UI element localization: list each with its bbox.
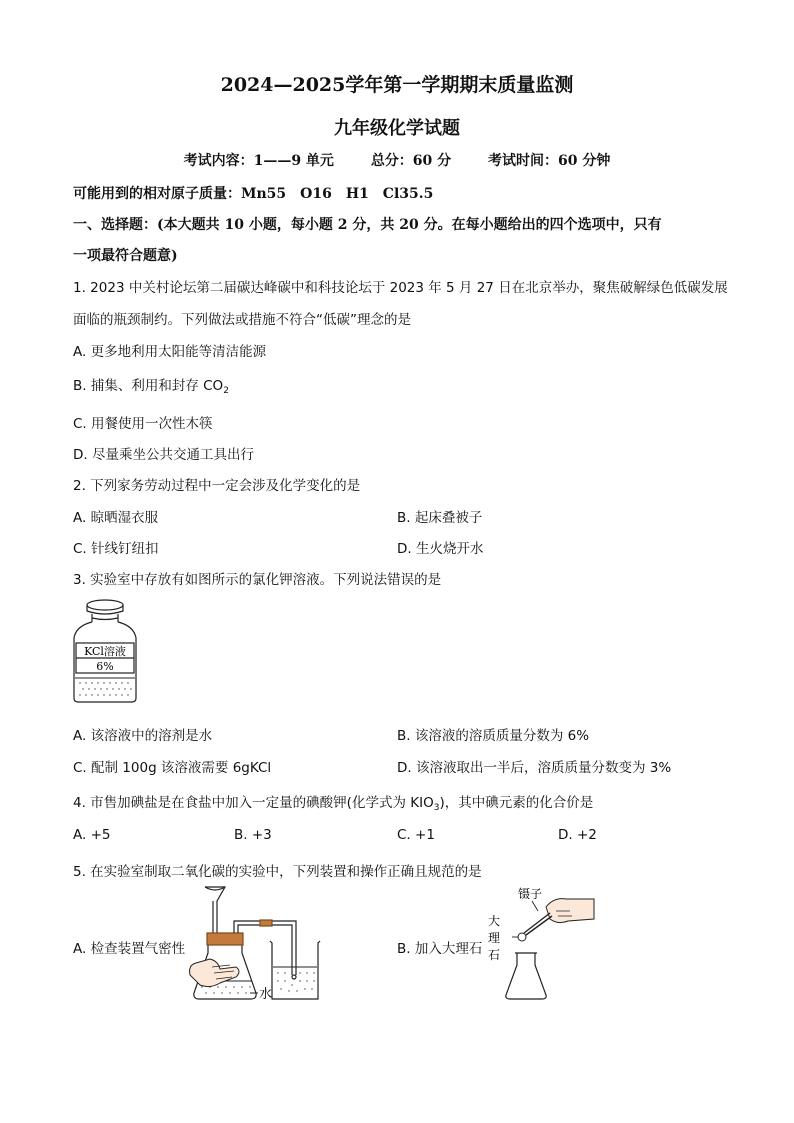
q2-stem: 2. 下列家务劳动过程中一定会涉及化学变化的是	[73, 478, 361, 494]
q3-option-b: B. 该溶液的溶质质量分数为 6%	[397, 728, 590, 744]
marble-label-2: 理	[488, 931, 501, 945]
bottle-label-conc: 6%	[96, 660, 114, 673]
exam-total: 总分：60 分	[370, 153, 452, 169]
q3-option-c: C. 配制 100g 该溶液需要 6gKCl	[73, 760, 272, 776]
q1-option-a: A. 更多地利用太阳能等清洁能源	[73, 344, 267, 360]
q5-option-b: B. 加入大理石	[397, 941, 483, 957]
exam-subtitle: 九年级化学试题	[334, 118, 460, 139]
marble-label-1: 大	[488, 914, 501, 928]
q3-stem: 3. 实验室中存放有如图所示的氯化钾溶液。下列说法错误的是	[73, 572, 442, 588]
q2-option-d: D. 生火烧开水	[397, 541, 484, 557]
marble-label-3: 石	[488, 948, 501, 962]
q4-option-a: A. +5	[73, 827, 111, 843]
q4-option-b: B. +3	[234, 827, 272, 843]
q4-stem: 4. 市售加碘盐是在食盐中加入一定量的碘酸钾(化学式为 $KIO_3$)，其中碘元素的化合价是	[73, 795, 594, 813]
exam-scope: 考试内容：1——9 单元	[183, 153, 334, 169]
q3-option-d: D. 该溶液取出一半后，溶质质量分数变为 3%	[397, 760, 672, 776]
adding-marble-figure	[484, 885, 604, 1003]
q1-stem-line1: 1. 2023 中关村论坛第二届碳达峰碳中和科技论坛于 2023 年 5 月 27 日在北京举办，聚焦破解绿色低碳发展	[73, 280, 728, 296]
atomic-mass-line: 可能用到的相对原子质量：Mn55 O16 H1 Cl35.5	[73, 186, 434, 202]
exam-meta	[0, 150, 794, 170]
q1-option-c: C. 用餐使用一次性木筷	[73, 416, 213, 432]
q4-option-d: D. +2	[558, 827, 597, 843]
bottle-label-name: KCl溶液	[84, 645, 126, 658]
tweezers-label: 镊子	[518, 887, 543, 901]
exam-title: 2024—2025学年第一学期期末质量监测	[220, 74, 574, 96]
q1-option-d: D. 尽量乘坐公共交通工具出行	[73, 447, 254, 463]
q2-option-b: B. 起床叠被子	[397, 510, 483, 526]
exam-time: 考试时间：60 分钟	[488, 153, 611, 169]
q4-option-c: C. +1	[397, 827, 435, 843]
q3-option-a: A. 该溶液中的溶剂是水	[73, 728, 213, 744]
q1-stem-line2: 面临的瓶颈制约。下列做法或措施不符合“低碳”理念的是	[73, 312, 411, 328]
q2-option-a: A. 晾晒湿衣服	[73, 510, 159, 526]
q1-option-b: B. 捕集、利用和封存 $CO_2$	[73, 378, 229, 396]
q5-stem: 5. 在实验室制取二氧化碳的实验中，下列装置和操作正确且规范的是	[73, 864, 482, 880]
q2-option-c: C. 针线钉纽扣	[73, 541, 159, 557]
water-label: 水	[259, 987, 273, 1002]
q5-option-a: A. 检查装置气密性	[73, 941, 186, 957]
section1-heading-line1: 一、选择题：(本大题共 10 小题，每小题 2 分，共 20 分。在每小题给出的四个选项中，只有	[73, 217, 662, 233]
airtightness-apparatus-figure	[190, 885, 330, 1007]
reagent-bottle-figure	[70, 598, 140, 706]
section1-heading-line2: 一项最符合题意)	[73, 248, 178, 264]
